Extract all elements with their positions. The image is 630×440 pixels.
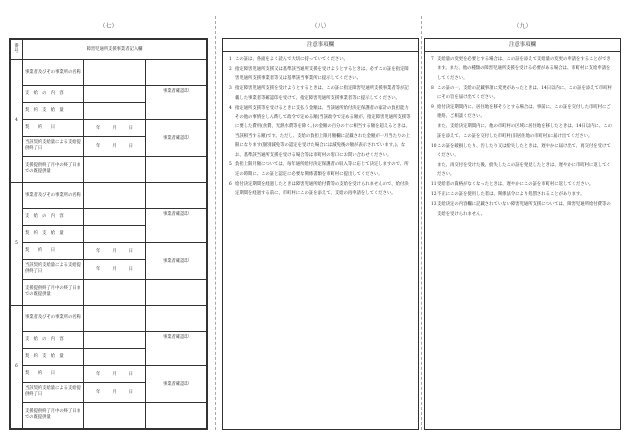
- note-text: 給付決定期間内に、居住地を移そうとする場合は、事前に、この証を交付した市町村にご連絡、ご相談ください。: [437, 105, 611, 120]
- note-text: 支給決定の内容欄に記載されていない障害児通所支援については、障害児通所給付費等の支給を受けられません。: [437, 202, 611, 217]
- note-text: 指定障害児通所支援又は基準該当通所支援を受けようとするときは、必ずこの証を指定障害児通所支援事業者等又は基準該当事業所に提示してください。: [235, 66, 409, 82]
- note-number: 10: [431, 143, 437, 149]
- provider-seal-label: 事業者確認印: [145, 242, 206, 279]
- note-text: 指定障害児通所支援を受けようとするときは、この証に指定障害児通所支援事業者等が記載した事業者等確認印を受けて、指定障害児通所支援事業者等に提示してください。: [235, 86, 409, 101]
- date-unit: 年: [96, 390, 101, 396]
- note-item: [431, 161, 614, 180]
- note-item: [431, 55, 614, 83]
- note-text: この証の一、支給の記載事項に変更があったときは、14日以内に、この証を添えて市町村にその旨を届け出てください。: [437, 85, 612, 101]
- provider-registration-table: [10, 39, 207, 429]
- page-number-8: （八）: [311, 23, 330, 30]
- note-text: 指定通所支援等を受けるときに支払う金額は、当該通所給付決定保護者の家計の負担能力その他の事情をしん酌して政令で定める額(当該政令で定める額が、指定障害児通所支援等に要した費用(食費、光熱水費等を除く。)の金額の百分の十に相当する額を超えるときは、当該相当する額)です。ただし、支給の負担上限月額欄に記載された金額が一月当たりの上限になります(個別減免等の認定を受けた場合には減免後の額が表示されています。)。なお、基準該当通所支援を受ける場合等は市町村の窓口にお問い合わせください。: [235, 105, 411, 158]
- note-number: 13: [431, 202, 437, 208]
- entry-field[interactable]: [84, 103, 145, 120]
- page-separator: [215, 16, 216, 430]
- table-title: 障害児通所支援事業者記入欄: [23, 40, 207, 60]
- entry-field[interactable]: [84, 156, 145, 182]
- number-header: 番号: [11, 40, 23, 60]
- table-row: [11, 119, 207, 136]
- note-item: [229, 160, 412, 179]
- note-item: [431, 103, 614, 122]
- page-number-7: （七）: [99, 23, 118, 30]
- page-separator: [421, 16, 422, 430]
- date-unit: 月: [112, 267, 117, 273]
- table-row: [11, 156, 207, 182]
- page-number-9: （九）: [513, 23, 532, 30]
- confirm-spacer: [145, 402, 206, 428]
- note-item: [229, 84, 412, 103]
- notes-page-right: [424, 16, 621, 430]
- note-number: 2: [229, 66, 232, 72]
- date-unit: 月: [112, 144, 117, 150]
- note-number: 11: [431, 182, 437, 188]
- note-item: [431, 84, 614, 103]
- confirm-spacer: [145, 279, 206, 305]
- table-row: [11, 365, 207, 382]
- notes-frame-middle: [222, 38, 419, 430]
- notes-title: 注意事項欄: [223, 39, 418, 52]
- notes-list: [223, 52, 418, 199]
- entry-field[interactable]: [84, 402, 145, 428]
- entry-field[interactable]: [84, 305, 145, 331]
- entry-field[interactable]: [84, 365, 145, 382]
- row-label: 支援提供終了月中の終了日までの既提供量: [23, 402, 84, 428]
- table-row: [11, 59, 207, 85]
- note-item: [229, 65, 412, 84]
- registration-page: [9, 16, 208, 430]
- row-label: 契 約 支 給 量: [23, 348, 84, 365]
- date-unit: 日: [128, 390, 133, 396]
- date-unit: 年: [96, 144, 101, 150]
- table-row: [11, 279, 207, 305]
- row-label: 当該契約支給量による支給提供終了日: [23, 136, 84, 156]
- block-number: 6: [11, 305, 23, 428]
- note-number: 12: [431, 192, 437, 198]
- note-text: 受給者の資格がなくなったときは、遅やかにこの証を市町村に返してください。: [437, 182, 594, 188]
- note-number: 8: [431, 85, 434, 91]
- note-number: 3: [229, 86, 232, 92]
- entry-field[interactable]: [84, 348, 145, 365]
- row-label: 事業者及びその事業所の名称: [23, 305, 84, 331]
- note-item: [431, 142, 614, 161]
- date-unit: 日: [128, 144, 133, 150]
- entry-field[interactable]: [84, 209, 145, 226]
- entry-field[interactable]: [84, 242, 145, 259]
- entry-field[interactable]: [84, 136, 145, 156]
- entry-field[interactable]: [84, 59, 145, 85]
- provider-seal-label: 事業者確認印: [145, 86, 206, 120]
- note-text: 給付決定期間を経過したときは障害児通所給付費等の支給を受けられませんので、給付決定期間を経過する前に、市町村にこの証を添えて、支給の再申請をしてください。: [235, 181, 409, 197]
- row-label: 支 給 の 内 容: [23, 86, 84, 103]
- table-row: [11, 182, 207, 208]
- row-label: 事業者及びその事業所の名称: [23, 182, 84, 208]
- block-number: 5: [11, 182, 23, 305]
- entry-field[interactable]: [84, 86, 145, 103]
- date-unit: 日: [128, 267, 133, 273]
- note-item: [431, 122, 614, 141]
- entry-field[interactable]: [84, 182, 145, 208]
- provider-seal-label: 事業者確認印: [145, 209, 206, 243]
- note-item: [229, 55, 412, 64]
- date-unit: 日: [128, 371, 133, 377]
- note-text: 支給量の変更を必要とする場合は、この証を添えて支給量の変更の申請をすることができます。また、他の種類の障害児通所支援を受ける必要がある場合は、市町村に支給申請をしてください。: [437, 57, 611, 81]
- row-label: 契 約 支 給 量: [23, 225, 84, 242]
- notes-title: 注意事項欄: [425, 39, 620, 52]
- date-unit: 年: [96, 371, 101, 377]
- notes-page-middle: [222, 16, 419, 430]
- table-row: [11, 209, 207, 226]
- note-item: [229, 104, 412, 160]
- entry-field[interactable]: [84, 382, 145, 402]
- note-item: [431, 180, 614, 189]
- date-unit: 日: [128, 248, 133, 254]
- entry-field[interactable]: [84, 332, 145, 349]
- table-row: [11, 305, 207, 331]
- note-item: [229, 180, 412, 199]
- registration-frame: [9, 38, 208, 430]
- entry-field[interactable]: [84, 119, 145, 136]
- note-text: この証を破損したり、汚したり又は紛失したときは、遅やかに届け出て、再交付を受けてください。: [437, 143, 611, 159]
- note-text: 負担上限月額については、毎年通所給付決定保護者の収入等に応じて決定しますので、所定の時期に、この証と認定に必要な関係書類を市町村に提出してください。: [235, 162, 409, 177]
- entry-field[interactable]: [84, 225, 145, 242]
- row-label: 当該契約支給量による支給提供終了日: [23, 259, 84, 279]
- confirm-spacer: [145, 305, 206, 331]
- note-item: [431, 200, 614, 219]
- notes-list: [425, 52, 620, 219]
- note-number: 9: [431, 105, 434, 111]
- confirm-spacer: [145, 182, 206, 208]
- notes-frame-right: [424, 38, 621, 430]
- note-number: 7: [431, 57, 434, 62]
- row-label: 契 約 日: [23, 365, 84, 382]
- row-label: 契 約 日: [23, 119, 84, 136]
- note-item: [431, 190, 614, 199]
- note-number: 6: [229, 181, 232, 187]
- row-label: 契 約 支 給 量: [23, 103, 84, 120]
- date-unit: 年: [96, 125, 101, 131]
- row-label: 支援提供終了月中の終了日までの既提供量: [23, 156, 84, 182]
- entry-field[interactable]: [84, 259, 145, 279]
- row-label: 当該契約支給量による支給提供終了日: [23, 382, 84, 402]
- date-unit: 月: [112, 125, 117, 131]
- provider-seal-label: 事業者確認印: [145, 119, 206, 156]
- table-row: [11, 86, 207, 103]
- date-unit: 年: [96, 267, 101, 273]
- entry-field[interactable]: [84, 279, 145, 305]
- note-number: 5: [229, 162, 232, 168]
- date-unit: 月: [112, 248, 117, 254]
- row-label: 支 給 の 内 容: [23, 209, 84, 226]
- note-text: また、支給決定期間内に、他の市町村の区域に居住地を移したときは、14日以内に、この証を添えて、この証を交付した市町村(旧居住地の市町村)に届け出てください。: [437, 124, 612, 139]
- note-text: この証は、各面をよく読んで大切に持っていてください。: [235, 57, 348, 62]
- confirm-spacer: [145, 156, 206, 182]
- note-number: 4: [229, 105, 232, 111]
- note-text: また、再交付を受けた後、紛失したこの証を発見したときは、遅やかに市町村に返してください。: [437, 162, 611, 178]
- table-row: [11, 402, 207, 428]
- row-label: 事業者及びその事業所の名称: [23, 59, 84, 85]
- provider-seal-label: 事業者確認印: [145, 365, 206, 402]
- block-number: 4: [11, 59, 23, 182]
- note-number: 1: [229, 57, 232, 62]
- table-header-row: [11, 40, 207, 60]
- row-label: 契 約 日: [23, 242, 84, 259]
- table-row: [11, 242, 207, 259]
- provider-seal-label: 事業者確認印: [145, 332, 206, 366]
- confirm-spacer: [145, 59, 206, 85]
- table-row: [11, 332, 207, 349]
- row-label: 支 給 の 内 容: [23, 332, 84, 349]
- date-unit: 月: [112, 371, 117, 377]
- date-unit: 月: [112, 390, 117, 396]
- date-unit: 年: [96, 248, 101, 254]
- date-unit: 日: [128, 125, 133, 131]
- row-label: 支援提供終了月中の終了日までの既提供量: [23, 279, 84, 305]
- note-text: 不正にこの証を使用した者は、関係法令により処罰されることがあります。: [437, 192, 585, 198]
